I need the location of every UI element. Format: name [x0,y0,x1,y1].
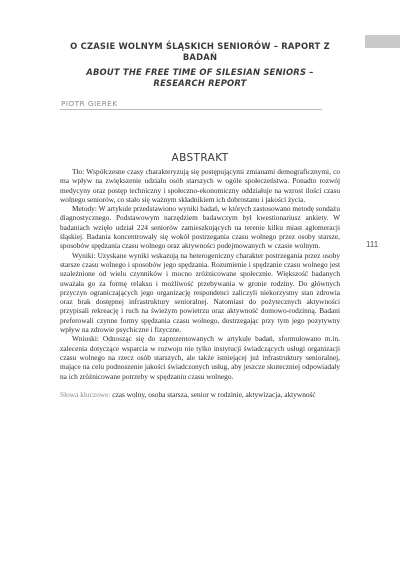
title-english: ABOUT THE FREE TIME OF SILESIAN SENIORS – RESEARCH REPORT [86,67,314,88]
page-number: 111 [366,240,379,249]
abstract-body [60,167,340,399]
paragraph-background: Tło: Współczesne czasy charakteryzują się postępującymi zmianami demograficznymi, co ma wpływ na zwiększenie udziału osób starszych w ogóle społeczeństwa. Ponadto rozwój medycyny oraz postęp techniczny i społeczno-ekonomiczny oddziałuje na wzrost ilości czasu wolnego seniorów, co stało się ważnym składnikiem ich dobrostanu i jakości życia. [60,167,340,204]
keywords-label: Słowa kluczowe: [60,389,111,399]
paragraph-results: Wyniki: Uzyskane wyniki wskazują na heterogeniczny charakter postrzegania przez osoby starsze czasu wolnego i sposobów jego spędzania. Rozumienie i spędzanie czasu wolnego jest uzależnione od wielu czynników i mocno zróżnicowane społecznie. Większość badanych uważała go za formę relaksu i możliwość przebywania w gronie rodziny. Do głównych przyczyn ograniczających jego organizację respondenci zaliczyli niekorzystny stan zdrowia oraz brak dostępnej infrastruktury senioralnej. Natomiast do pożytecznych aktywności przypisali rekreację i ruch na świeżym powietrzu oraz aktywność domowo-rodzinną. Badani preferowali czynne formy spędzania czasu wolnego, dostrzegając przy tym jego pozytywny wpływ na zdrowie psychiczne i fizyczne. [60,250,340,335]
title-polish: O CZASIE WOLNYM ŚLĄSKICH SENIORÓW – RAPORT Z BADAŃ [70,41,330,62]
abstract-heading: ABSTRAKT [171,152,229,164]
paragraph-methods: Metody: W artykule przedstawiono wyniki badań, w których zastosowano metodę sondażu diagnostycznego. Podstawowym narzędziem badawczym był kwestionariusz ankiety. W badaniach wzięło udział 224 seniorów zamieszkujących na terenie kilku miast aglomeracji śląskiej. Badania koncentrowały się wokół postrzegania czasu wolnego przez osoby starsze, sposobów spędzania czasu wolnego oraz aktywności podejmowanych w czasie wolnym. [60,204,340,251]
paragraph-conclusions: Wnioski: Odnosząc się do zaprezentowanych w artykule badań, sformułowano m.in. zalecenia dotyczące wsparcia w rozwoju nie tylko instytucji świadczących usługi organizacji czasu wolnego na rzecz osób starszych, ale także istniejącej już infrastruktury senioralnej, mające na celu podnoszenie jakości świadczonych usług, aby jeszcze skuteczniej odpowiadały na ich zróżnicowane potrzeby w spędzaniu czasu wolnego. [60,334,340,381]
keywords-list: czas wolny, osoba starsza, senior w rodzinie, aktywizacja, aktywność [110,389,316,399]
keywords-line [60,390,340,399]
author-name: PIOTR GIEREK [61,99,118,108]
side-tab-bar [365,35,400,48]
author-divider [60,109,322,110]
title-block [60,41,340,89]
